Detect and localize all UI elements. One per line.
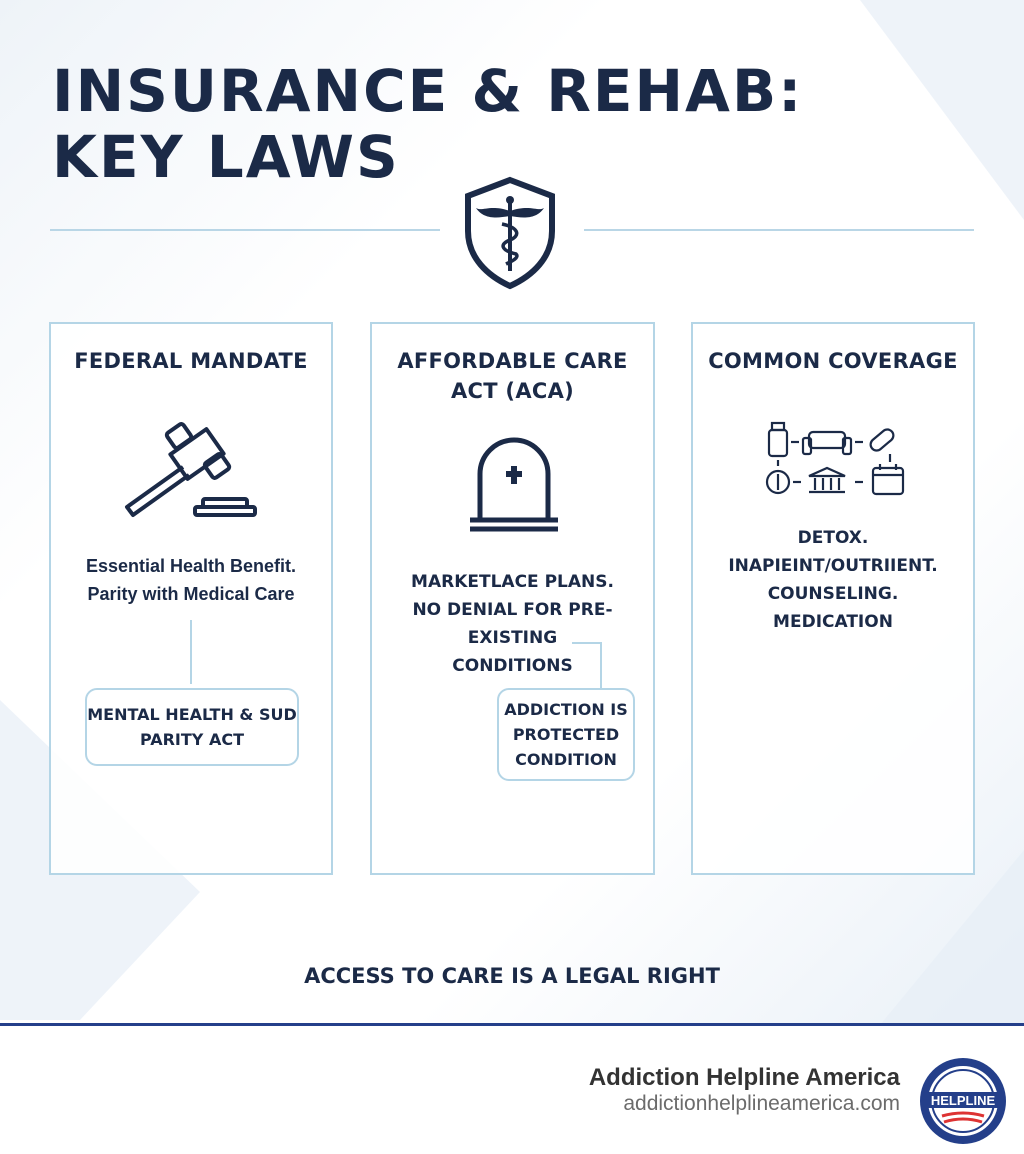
card-title: FEDERAL MANDATE	[74, 349, 308, 373]
card-common-coverage	[691, 322, 975, 875]
card-text-line: Parity with Medical Care	[87, 584, 295, 604]
page-title: INSURANCE & REHAB: KEY LAWS	[52, 57, 804, 191]
building-icon	[809, 468, 845, 492]
brand-url[interactable]: addictionhelplineamerica.com	[623, 1092, 900, 1115]
helpline-logo-seal	[918, 1056, 1008, 1146]
calendar-icon	[873, 464, 903, 494]
callout-protected-condition: ADDICTION IS PROTECTED CONDITION	[497, 688, 635, 781]
card-federal-mandate	[49, 322, 333, 875]
card-text-line: COUNSELING.	[767, 584, 899, 604]
card-text-line: INAPIEINT/OUTRIIENT.	[728, 556, 938, 576]
tablet-icon	[767, 471, 789, 493]
card-text-line: DETOX.	[797, 528, 869, 548]
card-text-line: NO DENIAL FOR PRE-EXISTING	[412, 600, 613, 648]
divider-left	[50, 229, 440, 231]
brand-name: Addiction Helpline America	[588, 1064, 900, 1091]
gavel-icon	[119, 419, 269, 529]
card-text-line: CONDITIONS	[452, 656, 573, 676]
card-aca	[370, 322, 655, 875]
card-title: COMMON COVERAGE	[708, 349, 958, 373]
svg-text:HELPLINE: HELPLINE	[930, 1093, 996, 1108]
card-text-line: MARKETLACE PLANS.	[411, 572, 614, 592]
couch-icon	[803, 432, 851, 454]
medicine-bottle-icon	[769, 423, 787, 456]
card-text-line: Essential Health Benefit.	[85, 556, 297, 576]
callout-parity-act: MENTAL HEALTH & SUD PARITY ACT	[85, 688, 299, 766]
card-title: AFFORDABLE CARE ACT (ACA)	[397, 349, 628, 403]
divider-right	[584, 229, 974, 231]
footer-divider	[0, 1023, 1024, 1026]
card-text-line: MEDICATION	[773, 612, 893, 632]
tagline: ACCESS TO CARE IS A LEGAL RIGHT	[304, 964, 720, 988]
pill-icon	[868, 427, 896, 453]
brand-block	[589, 1064, 900, 1116]
shield-caduceus-icon	[460, 176, 560, 291]
hospital-cross-icon	[466, 434, 562, 534]
coverage-icons-grid	[763, 420, 913, 500]
